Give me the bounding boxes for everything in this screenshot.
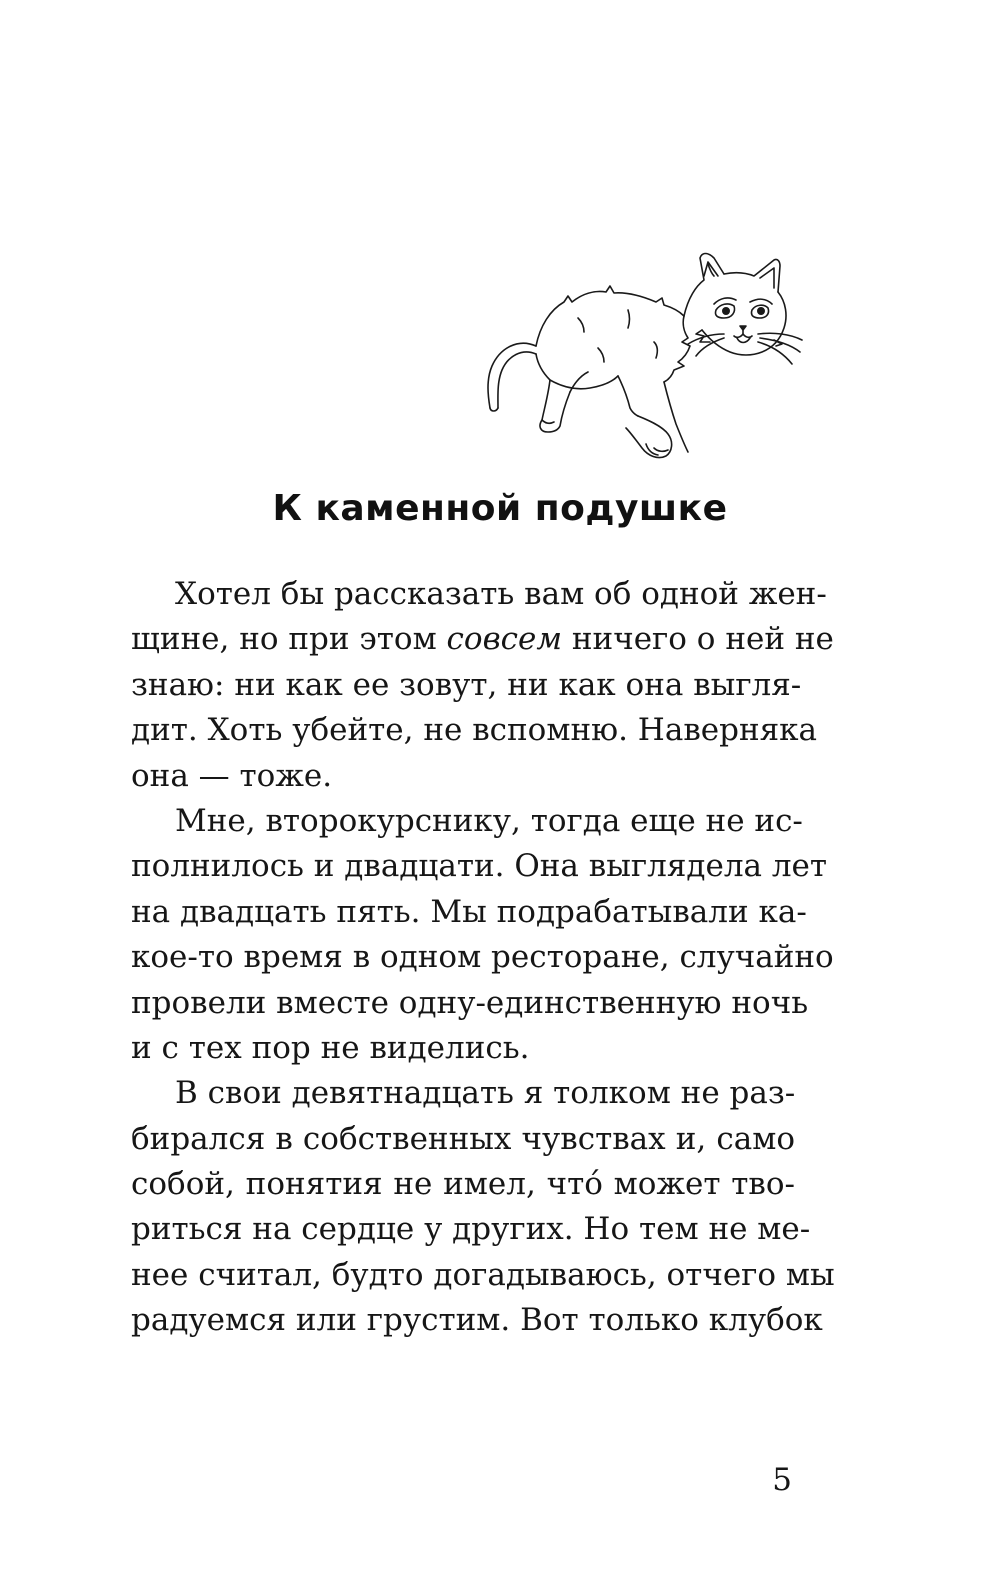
text-line: провели вместе одну-единственную ночь <box>131 984 809 1021</box>
text-line: нее считал, будто догадываюсь, отчего мы <box>131 1256 835 1293</box>
text-line: риться на сердце у других. Но тем не ме- <box>131 1211 811 1248</box>
text-line: знаю: ни как ее зовут, ни как она выгля- <box>131 666 802 703</box>
text-line: радуемся или грустим. Вот только клубок <box>131 1302 823 1339</box>
page-number: 5 <box>772 1462 792 1498</box>
paragraph-3 <box>131 1071 835 1343</box>
paragraph-2 <box>131 799 834 1071</box>
text-line: кое-то время в одном ресторане, случайно <box>131 939 834 976</box>
paragraph-1 <box>131 572 834 799</box>
text-line: Мне, второкурснику, тогда еще не ис- <box>175 802 803 839</box>
text-line: на двадцать пять. Мы подрабатывали ка- <box>131 893 807 930</box>
text-line: дит. Хоть убейте, не вспомню. Наверняка <box>131 712 818 749</box>
chapter-title: К каменной подушке <box>272 488 728 529</box>
kitten-illustration <box>478 248 808 473</box>
body-text <box>131 572 835 1344</box>
text-line <box>131 617 834 662</box>
text-line: Хотел бы рассказать вам об одной жен- <box>175 576 827 612</box>
text-run: щине, но при этом <box>131 621 447 658</box>
text-line: и с тех пор не виделись. <box>131 1029 530 1066</box>
emphasis: совсем <box>446 621 563 658</box>
text-run: ничего о ней не <box>562 621 834 658</box>
text-line: В свои девятнадцать я толком не раз- <box>175 1075 796 1112</box>
text-line: собой, понятия не имел, что́ может тво- <box>131 1166 795 1203</box>
text-line: бирался в собственных чувствах и, само <box>131 1120 795 1157</box>
text-line: полнилось и двадцати. Она выглядела лет <box>131 848 828 885</box>
text-line: она — тоже. <box>131 757 333 794</box>
